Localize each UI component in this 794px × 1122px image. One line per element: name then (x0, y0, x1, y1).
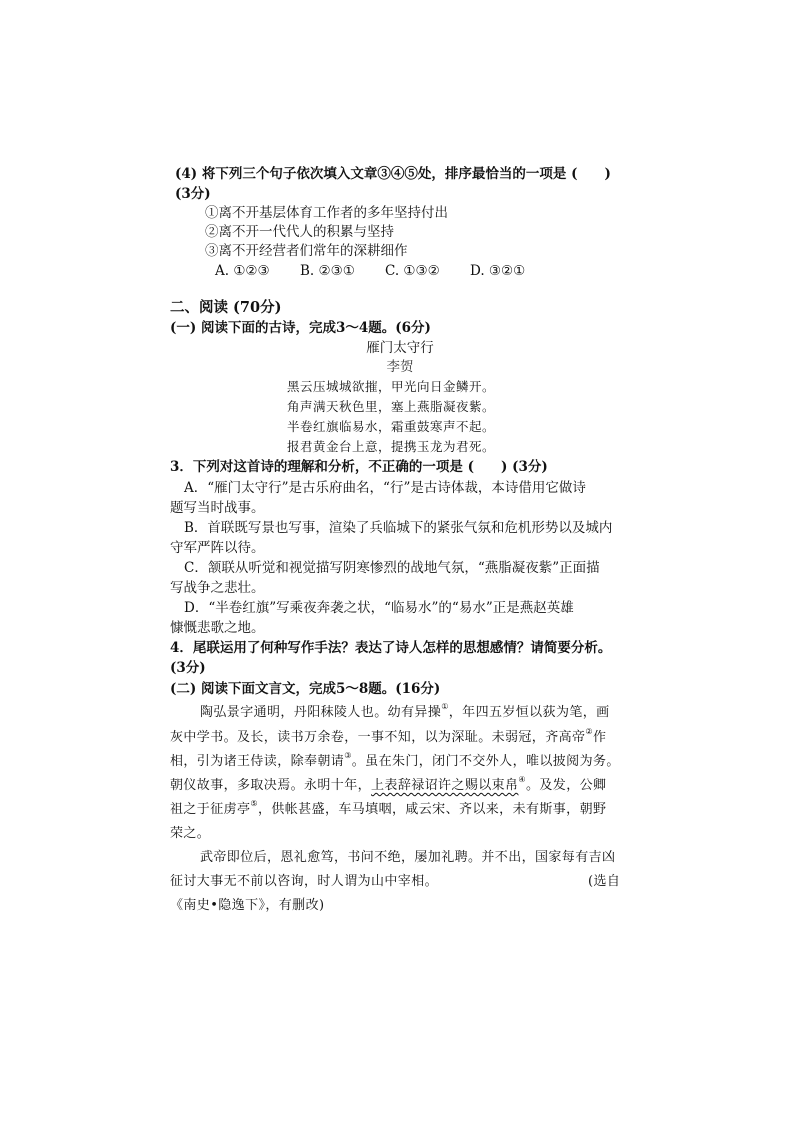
section-title: 二、阅读 (70分) (170, 299, 282, 316)
poem-title: 雁门太守行 (366, 340, 434, 356)
poem-line: 半卷红旗临易水，霜重鼓寒声不起。 (287, 419, 496, 434)
q4-poem-score: (3分) (170, 660, 206, 676)
q4-option-c: C. ①③② (385, 263, 440, 279)
wavy-underlined-sentence: 上表辞禄诏许之赐以束帛 (371, 778, 519, 793)
part1-heading: (一) 阅读下面的古诗，完成3～4题。(6分) (170, 320, 431, 336)
classical-text-line-3: 相，引为诸王侍读，除奉朝请③。虽在朱门，闭门不交外人，唯以披阅为务。 (170, 751, 620, 769)
classical-text-line-8: 征讨大事无不前以咨询，时人谓为山中宰相。 (170, 874, 439, 889)
classical-text-line-6: 荣之。 (170, 826, 211, 841)
q4-option-d: D. ③②① (470, 263, 526, 279)
q3-option-b: B．首联既写景也写事，渲染了兵临城下的紧张气氛和危机形势以及城内 (184, 520, 613, 536)
poem-author: 李贺 (386, 359, 414, 375)
q4-item-3: ③离不开经营者们常年的深耕细作 (205, 243, 408, 259)
q3-option-c-cont: 写战争之悲壮。 (170, 580, 265, 596)
q4-stem: (4) 将下列三个句子依次填入文章③④⑤处，排序最恰当的一项是 ( ) (175, 166, 611, 182)
q4-poem-stem: 4．尾联运用了何种写作手法？表达了诗人怎样的思想感情？请简要分析。 (170, 640, 612, 656)
part2-heading: (二) 阅读下面文言文，完成5～8题。(16分) (170, 681, 441, 697)
classical-text-line-5: 祖之于征虏亭⑤，供帐甚盛，车马填咽，咸云宋、齐以来，未有斯事，朝野 (170, 799, 607, 817)
q3-option-c: C．颔联从听觉和视觉描写阴寒惨烈的战地气氛，“燕脂凝夜紫”正面描 (184, 560, 600, 576)
poem-line: 角声满天秋色里，塞上燕脂凝夜紫。 (287, 399, 496, 414)
q4-item-2: ②离不开一代代人的积累与坚持 (205, 224, 394, 240)
q3-option-d-cont: 慷慨悲歌之地。 (170, 620, 265, 636)
q3-option-a-cont: 题写当时战事。 (170, 500, 265, 516)
classical-text-line-7: 武帝即位后，恩礼愈笃，书问不绝，屡加礼聘。并不出，国家每有吉凶 (200, 850, 616, 865)
q3-option-d: D．“半卷红旗”写乘夜奔袭之状，“临易水”的“易水”正是燕赵英雄 (184, 600, 574, 616)
classical-text-line-2: 灰中学书。及长，读书万余卷，一事不知，以为深耻。未弱冠，齐高帝②作 (170, 727, 607, 745)
source-note: 《南史•隐逸下》，有删改) (170, 898, 325, 913)
classical-text-line-1: 陶弘景字通明，丹阳秣陵人也。幼有异操①，年四五岁恒以荻为笔，画 (200, 702, 610, 720)
q3-stem: 3．下列对这首诗的理解和分析，不正确的一项是 ( ) (3分) (170, 459, 548, 475)
q4-item-1: ①离不开基层体育工作者的多年坚持付出 (205, 205, 448, 221)
q3-option-a: A．“雁门太守行”是古乐府曲名，“行”是古诗体裁，本诗借用它做诗 (184, 480, 586, 496)
q4-option-a: A. ①②③ (215, 263, 270, 279)
poem-line: 黑云压城城欲摧，甲光向日金鳞开。 (287, 379, 496, 394)
q3-option-b-cont: 守军严阵以待。 (170, 540, 265, 556)
classical-text-line-4: 朝仪故事，多取决焉。永明十年，上表辞禄诏许之赐以束帛④。及发，公卿 (170, 775, 607, 793)
q4-score: (3分) (175, 186, 211, 202)
source-note-start: (选自 (588, 874, 621, 889)
poem-line: 报君黄金台上意，提携玉龙为君死。 (287, 439, 496, 454)
q4-option-b: B. ②③① (300, 263, 355, 279)
